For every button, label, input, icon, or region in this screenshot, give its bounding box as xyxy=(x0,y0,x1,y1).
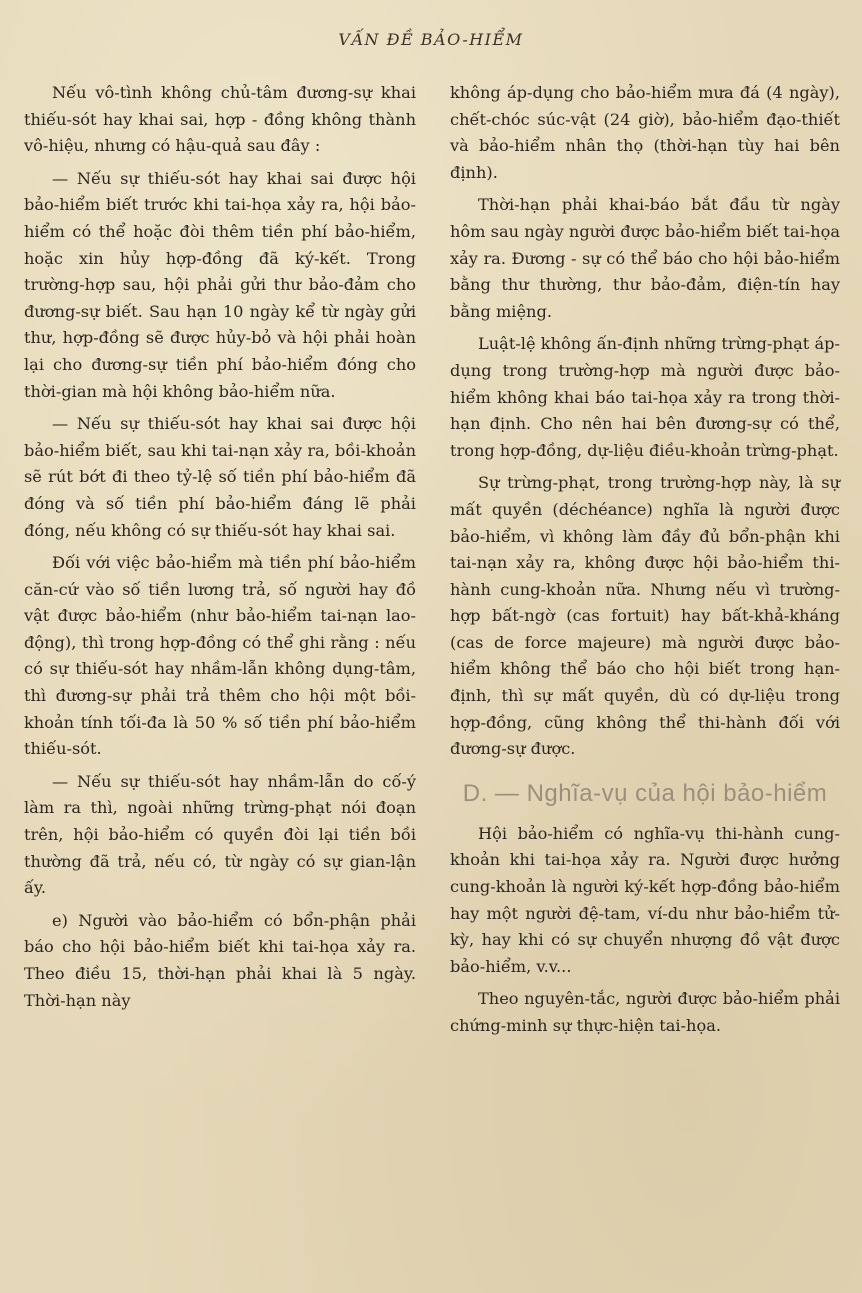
paragraph: Sự trừng-phạt, trong trường-hợp này, là sự mất quyền (déchéance) nghĩa là người được bảo-hiểm, vì không làm đầy đủ bổn-phận khi tai-nạn xảy ra, không được hội bảo-hiểm thi-hành cung-khoản nữa. Nhưng nếu vì trường-hợp bất-ngờ (cas fortuit) hay bất-khả-kháng (cas de force majeure) mà người được bảo-hiểm không thể báo cho hội biết trong hạn-định, thì sự mất quyền, dù có dự-liệu trong hợp-đồng, cũng không thể thi-hành đối với đương-sự được. xyxy=(450,473,840,759)
running-head: VẤN ĐỀ BẢO-HIỂM xyxy=(338,30,524,49)
paragraph: Theo nguyên-tắc, người được bảo-hiểm phải chứng-minh sự thực-hiện tai-họa. xyxy=(450,989,840,1035)
section-heading: D. — Nghĩa-vụ của hội bảo-hiểm xyxy=(462,779,828,807)
paragraph: — Nếu sự thiếu-sót hay khai sai được hội bảo-hiểm biết, sau khi tai-nạn xảy ra, bồi-khoản sẽ rút bớt đi theo tỷ-lệ số tiền phí bảo-hiểm đã đóng và số tiền phí bảo-hiểm đáng lẽ phải đóng, nếu không có sự thiếu-sót hay khai sai. xyxy=(24,414,416,540)
left-column xyxy=(24,80,416,1016)
paragraph: — Nếu sự thiếu-sót hay khai sai được hội bảo-hiểm biết trước khi tai-họa xảy ra, hội bảo-hiểm có thể hoặc đòi thêm tiền phí bảo-hiểm, hoặc xin hủy hợp-đồng đã ký-kết. Trong trường-hợp sau, hội phải gửi thư bảo-đảm cho đương-sự biết. Sau hạn 10 ngày kể từ ngày gửi thư, hợp-đồng sẽ được hủy-bỏ và hội phải hoàn lại cho đương-sự tiền phí bảo-hiểm đóng cho thời-gian mà hội không bảo-hiểm nữa. xyxy=(24,168,416,401)
paragraph: Thời-hạn phải khai-báo bắt đầu từ ngày hôm sau ngày người được bảo-hiểm biết tai-họa xảy ra. Đương - sự có thể báo cho hội bảo-hiểm bằng thư thường, thư bảo-đảm, điện-tín hay bằng miệng. xyxy=(450,195,841,321)
paragraph: e) Người vào bảo-hiểm có bổn-phận phải báo cho hội bảo-hiểm biết khi tai-họa xảy ra. Theo điều 15, thời-hạn phải khai là 5 ngày. Thời-hạn này xyxy=(24,910,416,1010)
paragraph: — Nếu sự thiếu-sót hay nhầm-lẫn do cố-ý làm ra thì, ngoài những trừng-phạt nói đoạn trên, hội bảo-hiểm có quyền đòi lại tiền bồi thường đã trả, nếu có, từ ngày có sự gian-lận ấy. xyxy=(24,771,416,898)
paragraph: Luật-lệ không ấn-định những trừng-phạt áp-dụng trong trường-hợp mà người được bảo-hiểm không khai báo tai-họa xảy ra trong thời-hạn định. Cho nên hai bên đương-sự có thể, trong hợp-đồng, dự-liệu điều-khoản trừng-phạt. xyxy=(450,334,840,460)
right-column xyxy=(450,80,840,1042)
paragraph: không áp-dụng cho bảo-hiểm mưa đá (4 ngày), chết-chóc súc-vật (24 giờ), bảo-hiểm đạo-thiết và bảo-hiểm nhân thọ (thời-hạn tùy hai bên định). xyxy=(450,83,840,182)
paragraph: Đối với việc bảo-hiểm mà tiền phí bảo-hiểm căn-cứ vào số tiền lương trả, số người hay đồ vật được bảo-hiểm (như bảo-hiểm tai-nạn lao-động), thì trong hợp-đồng có thể ghi rằng : nếu có sự thiếu-sót hay nhầm-lẫn không dụng-tâm, thì đương-sự phải trả thêm cho hội một bồi-khoản tính tối-đa là 50 % số tiền phí bảo-hiểm thiếu-sót. xyxy=(24,553,416,759)
paragraph: Nếu vô-tình không chủ-tâm đương-sự khai thiếu-sót hay khai sai, hợp - đồng không thành vô-hiệu, nhưng có hậu-quả sau đây : xyxy=(24,83,416,156)
paragraph: Hội bảo-hiểm có nghĩa-vụ thi-hành cung-khoản khi tai-họa xảy ra. Người được hưởng cung-khoản là người ký-kết hợp-đồng bảo-hiểm hay một người đệ-tam, ví-du như bảo-hiểm tử-kỳ, hay khi có sự chuyển nhượng đồ vật được bảo-hiểm, v.v... xyxy=(450,823,840,976)
